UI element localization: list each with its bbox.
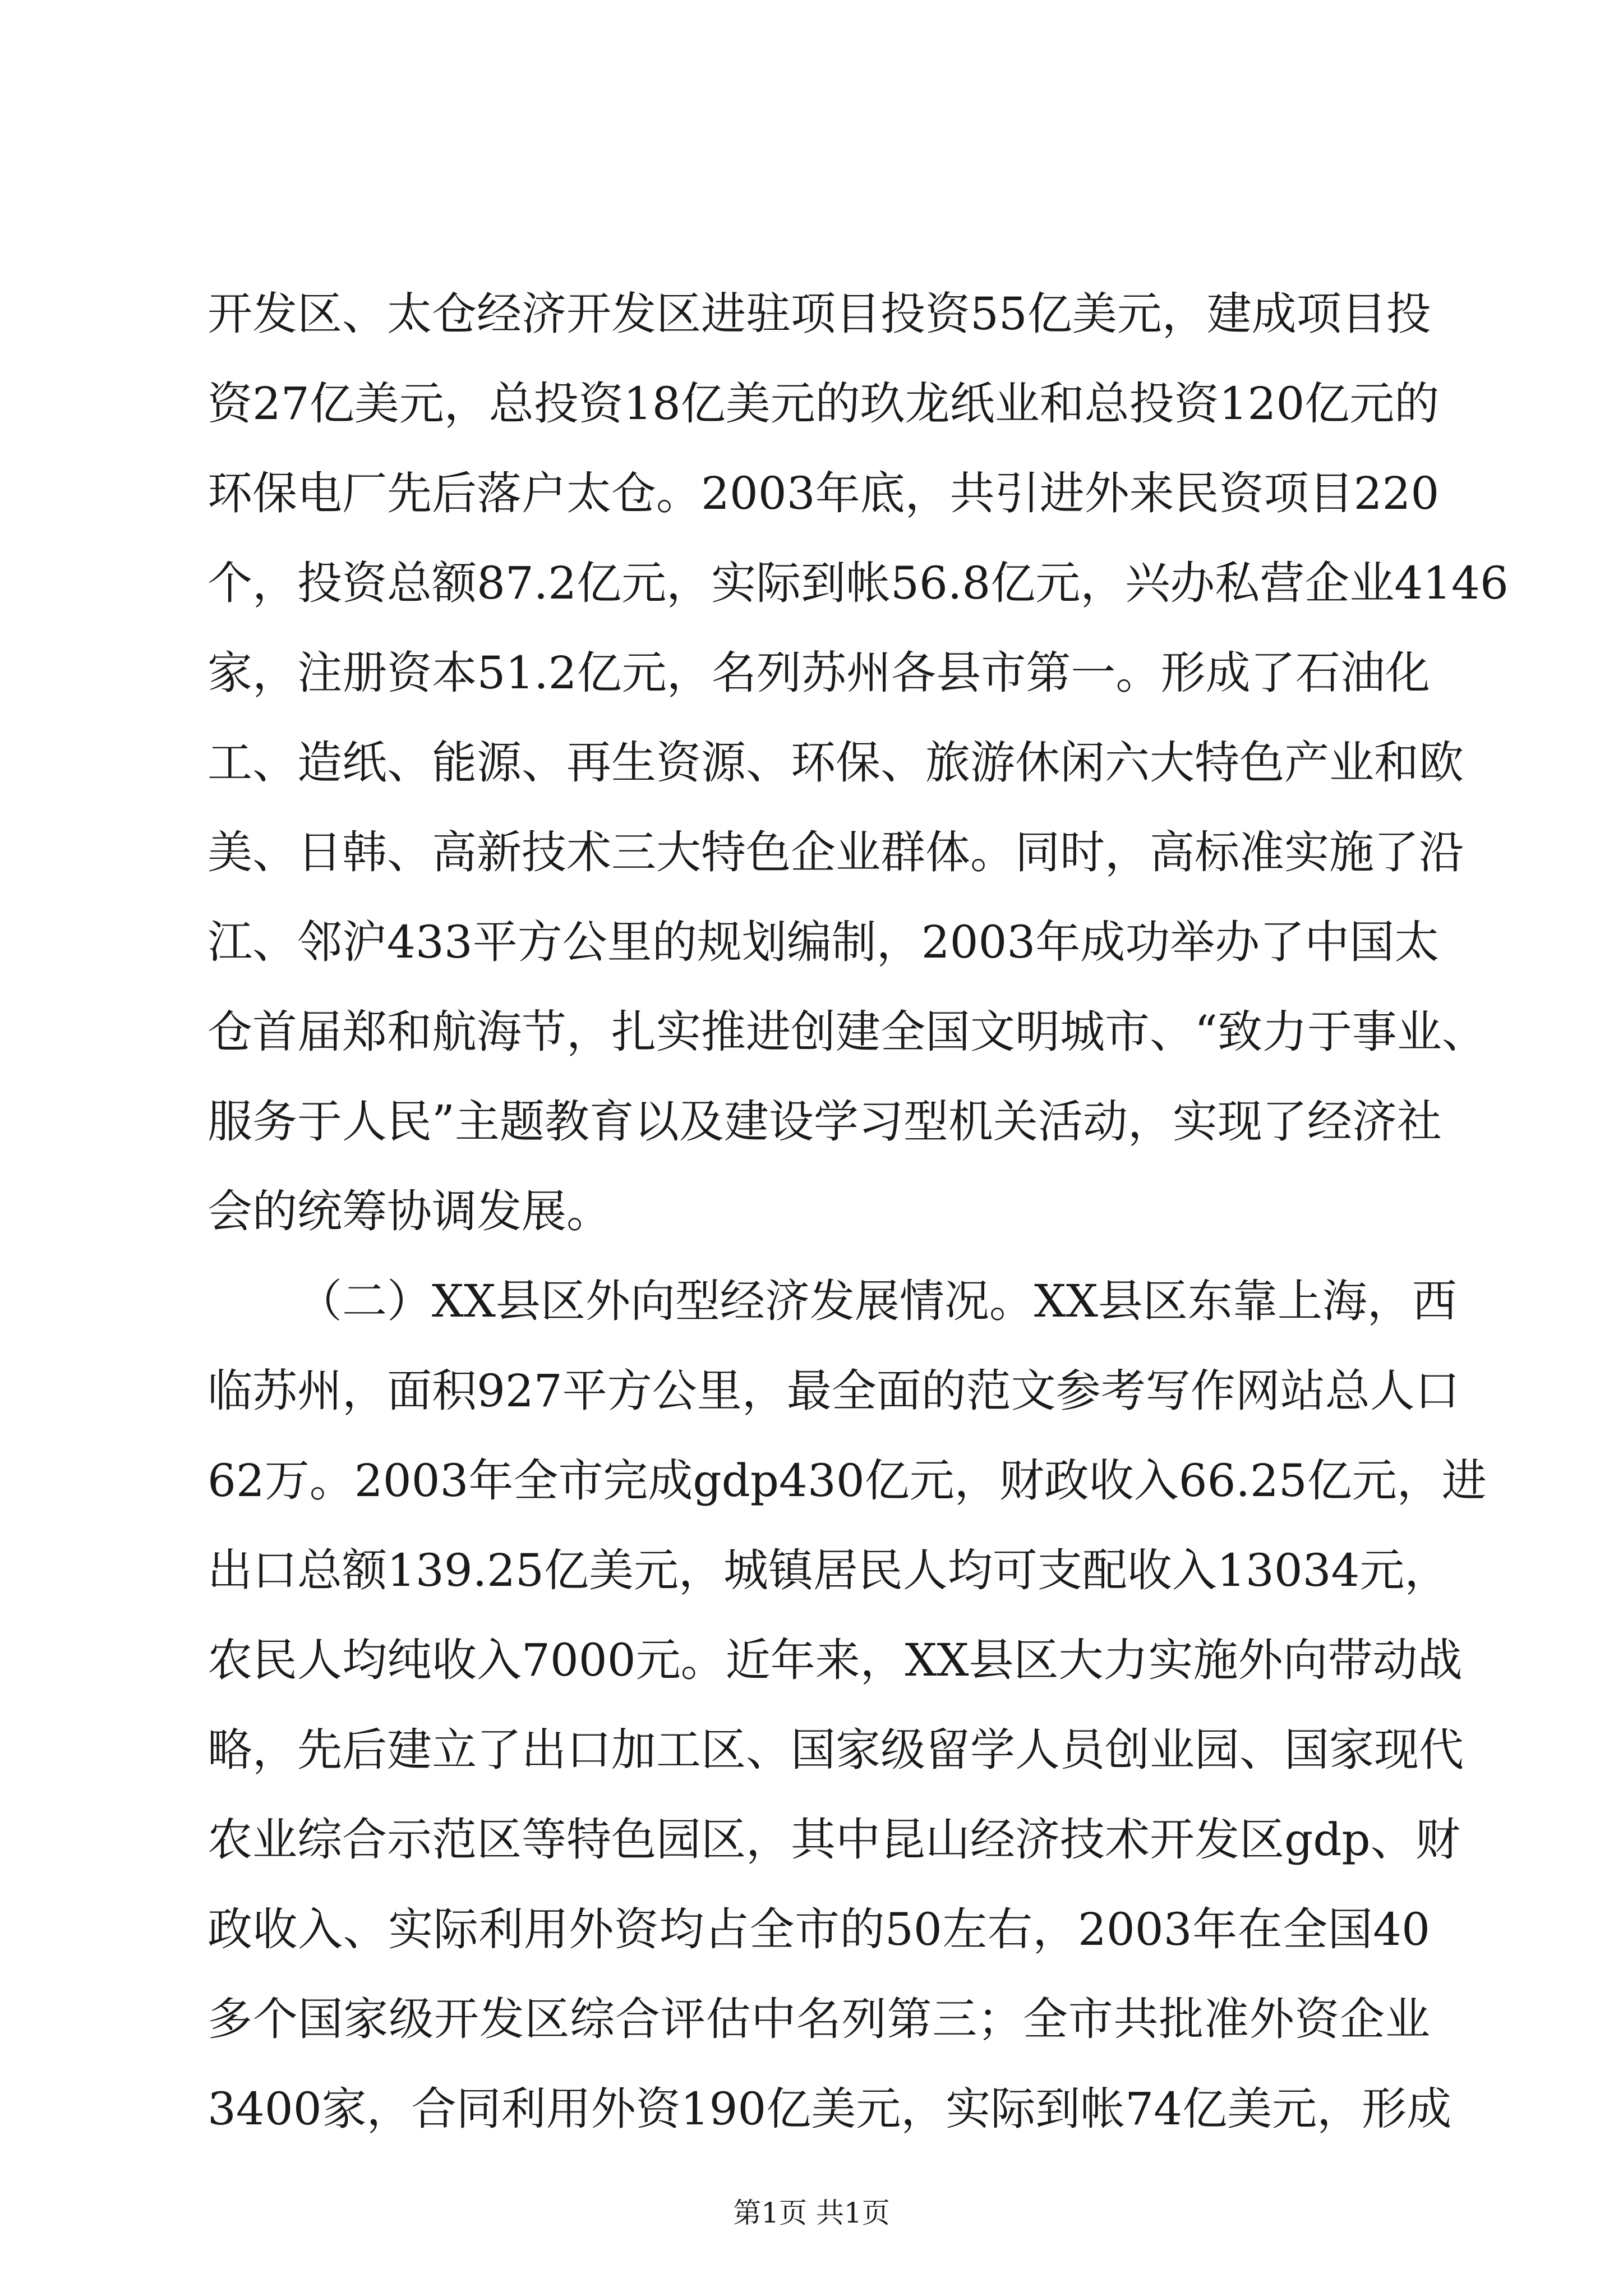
text-line: 3400家，合同利用外资190亿美元，实际到帐74亿美元，形成 xyxy=(208,2083,1452,2135)
document-body xyxy=(208,269,1509,2154)
text-line: 略，先后建立了出口加工区、国家级留学人员创业园、国家现代 xyxy=(208,1724,1464,1776)
text-line: 62万。2003年全市完成gdp430亿元，财政收入66.25亿元，进 xyxy=(208,1455,1487,1507)
text-line: 政收入、实际利用外资均占全市的50左右，2003年在全国40 xyxy=(208,1903,1430,1955)
text-line: 环保电厂先后落户太仓。2003年底，共引进外来民资项目220 xyxy=(208,467,1440,519)
text-line: 家，注册资本51.2亿元，名列苏州各县市第一。形成了石油化 xyxy=(208,647,1430,699)
text-line: 临苏州，面积927平方公里，最全面的范文参考写作网站总人口 xyxy=(208,1365,1460,1417)
text-line: 个，投资总额87.2亿元，实际到帐56.8亿元，兴办私营企业4146 xyxy=(208,557,1509,609)
text-line: 工、造纸、能源、再生资源、环保、旅游休闲六大特色产业和欧 xyxy=(208,737,1464,789)
text-line: 江、邻沪433平方公里的规划编制，2003年成功举办了中国太 xyxy=(208,916,1440,968)
page-footer: 第1页 共1页 xyxy=(733,2197,890,2229)
text-line: 多个国家级开发区综合评估中名列第三；全市共批准外资企业 xyxy=(208,1993,1430,2045)
paragraph-start-line: （二）XX县区外向型经济发展情况。XX县区东靠上海，西 xyxy=(297,1275,1457,1327)
text-line: 出口总额139.25亿美元，城镇居民人均可支配收入13034元， xyxy=(208,1544,1450,1596)
text-line: 农业综合示范区等特色园区，其中昆山经济技术开发区gdp、财 xyxy=(208,1814,1460,1866)
text-line: 仓首届郑和航海节，扎实推进创建全国文明城市、“致力于事业、 xyxy=(208,1006,1487,1058)
paragraph-end-line: 会的统筹协调发展。 xyxy=(208,1185,611,1237)
text-line: 美、日韩、高新技术三大特色企业群体。同时，高标准实施了沿 xyxy=(208,826,1464,878)
text-line: 农民人均纯收入7000元。近年来，XX县区大力实施外向带动战 xyxy=(208,1634,1463,1686)
text-line: 资27亿美元，总投资18亿美元的玖龙纸业和总投资120亿元的 xyxy=(208,378,1440,430)
text-line: 服务于人民”主题教育以及建设学习型机关活动，实现了经济社 xyxy=(208,1096,1442,1148)
text-line: 开发区、太仓经济开发区进驻项目投资55亿美元，建成项目投 xyxy=(208,288,1431,340)
